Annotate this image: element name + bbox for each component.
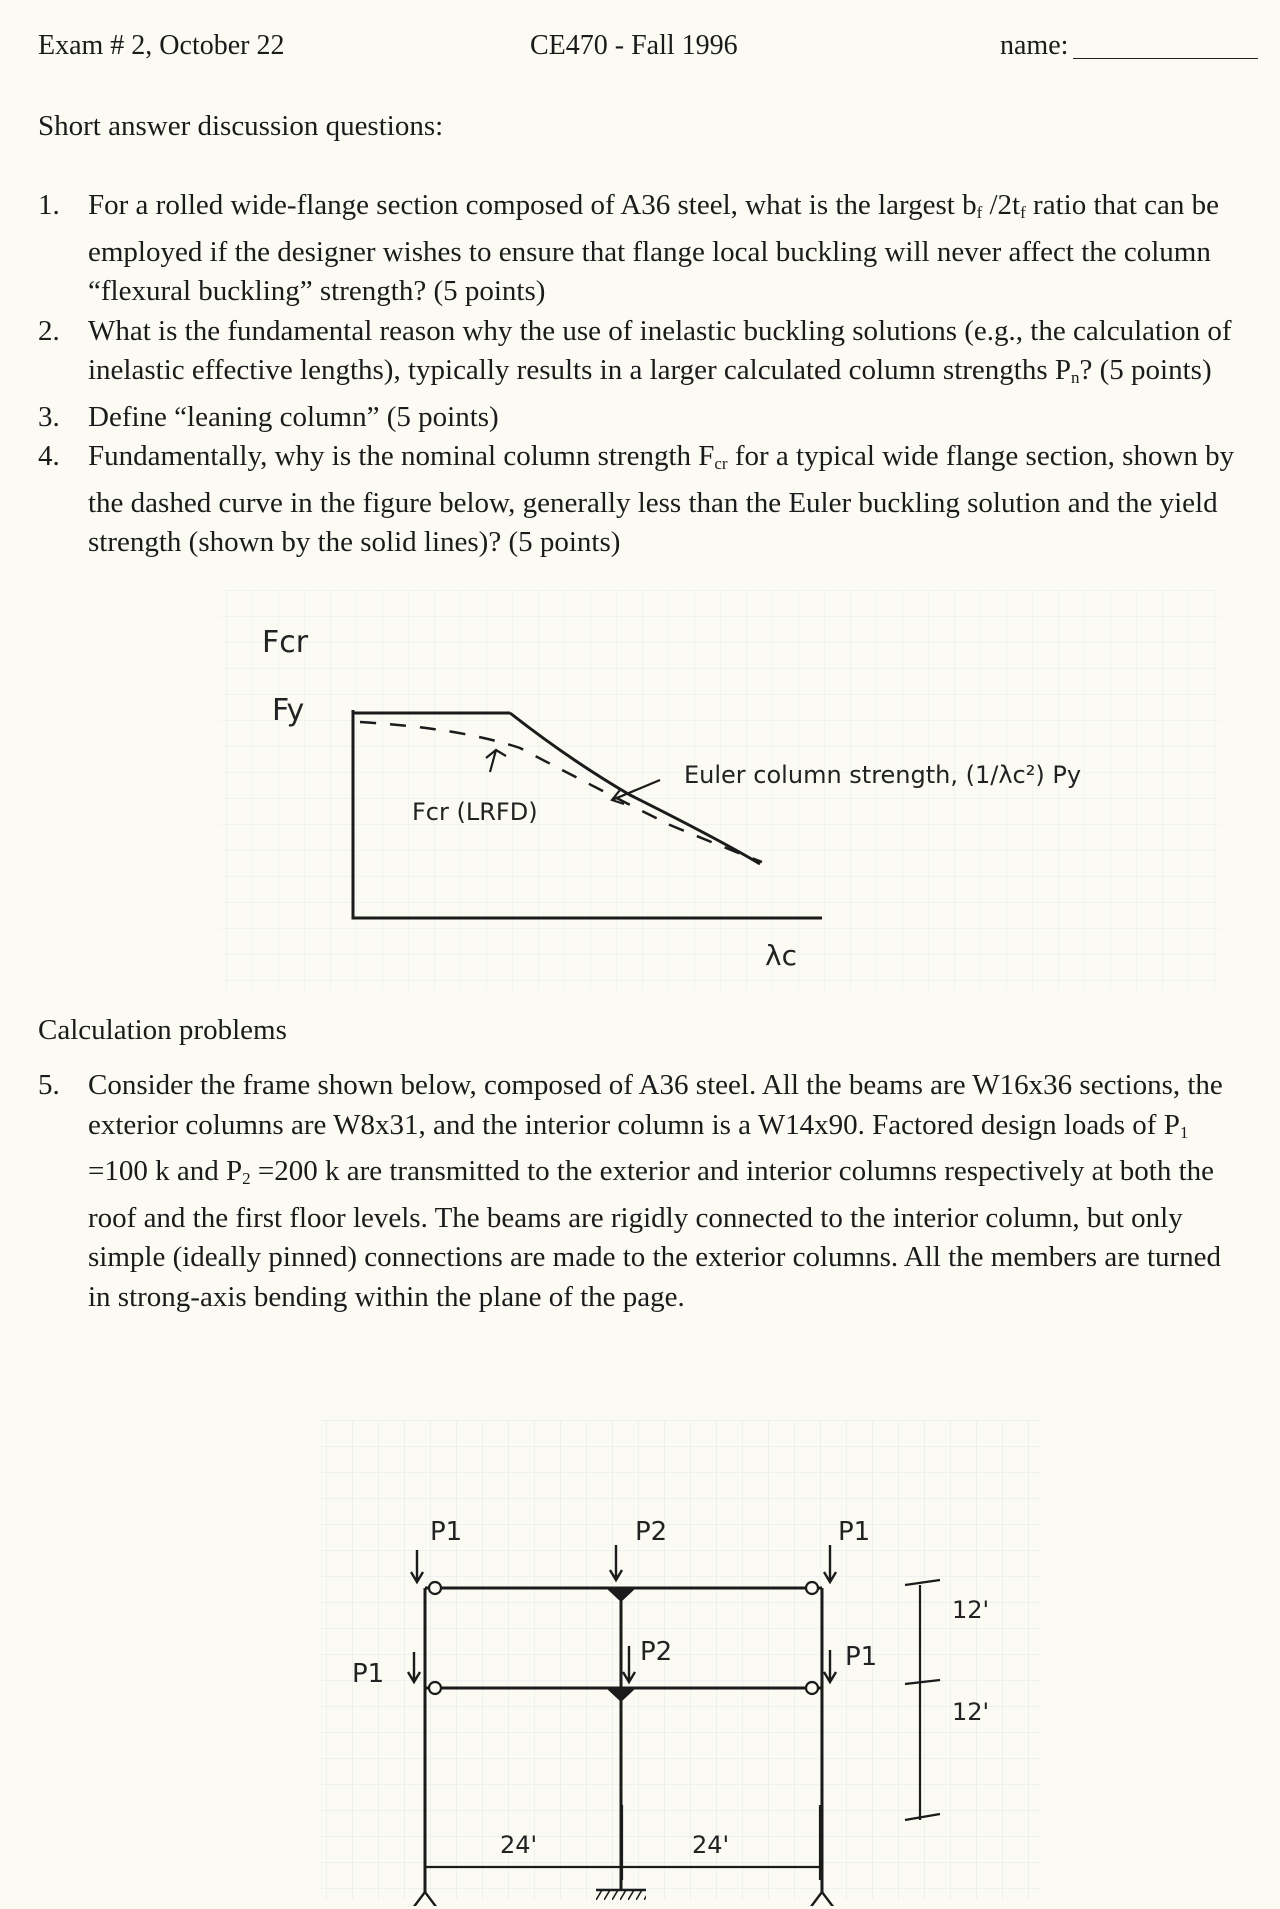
course-title: CE470 - Fall 1996 (530, 30, 738, 61)
load-p1-label: P1 (430, 1517, 463, 1547)
y-axis-label-fcr: Fcr (262, 625, 309, 660)
bay-width-left: 24' (500, 1831, 538, 1859)
load-p2-label: P2 (640, 1637, 673, 1667)
question-number: 4. (38, 440, 60, 472)
question-4: 4. Fundamentally, why is the nominal column strength $F_{cr}$ for a typical wide flange section, shown by the dashed curve in the figure below, generally less than the Euler buckling solution and the yield strength (shown by the solid lines)? (5 points) (38, 437, 1243, 563)
pin-connection (429, 1582, 441, 1594)
question-2: 2. What is the fundamental reason why the use of inelastic buckling solutions (e.g., the calculation of inelastic effective lengths), typically results in a larger calculated column strengths $P_n$? (5 points) (38, 312, 1243, 398)
name-label: name: (1000, 30, 1069, 61)
calculation-heading: Calculation problems (38, 1014, 287, 1046)
question-1: 1. For a rolled wide-flange section composed of A36 steel, what is the largest $b_f$ $/2t_f$ ratio that can be employed if the designer wishes to ensure that flange local buckling will never affect the column “flexural buckling” strength? (5 points) (38, 186, 1243, 312)
y-axis-label-fy: Fy (272, 693, 305, 728)
calculation-list (38, 1066, 1243, 1317)
bay-width-right: 24' (692, 1831, 730, 1859)
lrfd-label: Fcr (LRFD) (412, 798, 538, 826)
name-blank-line[interactable] (1073, 58, 1258, 59)
euler-label: Euler column strength, (1/λc²) Py (684, 761, 1082, 789)
question-3: 3. Define “leaning column” (5 points) (38, 398, 1243, 438)
load-p1-label: P1 (352, 1659, 385, 1689)
short-answer-heading: Short answer discussion questions: (38, 110, 444, 142)
load-p2-label: P2 (635, 1517, 668, 1547)
column-strength-figure (200, 590, 1230, 1000)
load-p1-label: P1 (838, 1517, 871, 1547)
short-answer-list (38, 186, 1243, 563)
load-p1-label: P1 (845, 1642, 878, 1672)
pin-connection (806, 1682, 818, 1694)
x-axis-label: λc (765, 939, 797, 972)
question-number: 2. (38, 314, 60, 347)
exam-title: Exam # 2, October 22 (38, 30, 285, 61)
bay-width-dimension (400, 1795, 860, 1895)
graph-paper-grid (220, 590, 1220, 990)
pin-connection (806, 1582, 818, 1594)
question-number: 5. (38, 1069, 60, 1101)
question-5: 5. Consider the frame shown below, composed of A36 steel. All the beams are W16x36 sections, the exterior columns are W8x31, and the interior column is a W14x90. Factored design loads of $P_1 =100$ k and $P_2 =200$ k are transmitted to the exterior and interior columns respectively at both the roof and the first floor levels. The beams are rigidly connected to the interior column, but only simple (ideally pinned) connections are made to the exterior columns. All the members are turned in strong-axis bending within the plane of the page. (38, 1066, 1243, 1317)
pin-connection (429, 1682, 441, 1694)
question-number: 1. (38, 189, 60, 221)
story-height-bottom: 12' (952, 1698, 990, 1726)
question-number: 3. (38, 400, 60, 433)
story-height-top: 12' (952, 1596, 990, 1624)
